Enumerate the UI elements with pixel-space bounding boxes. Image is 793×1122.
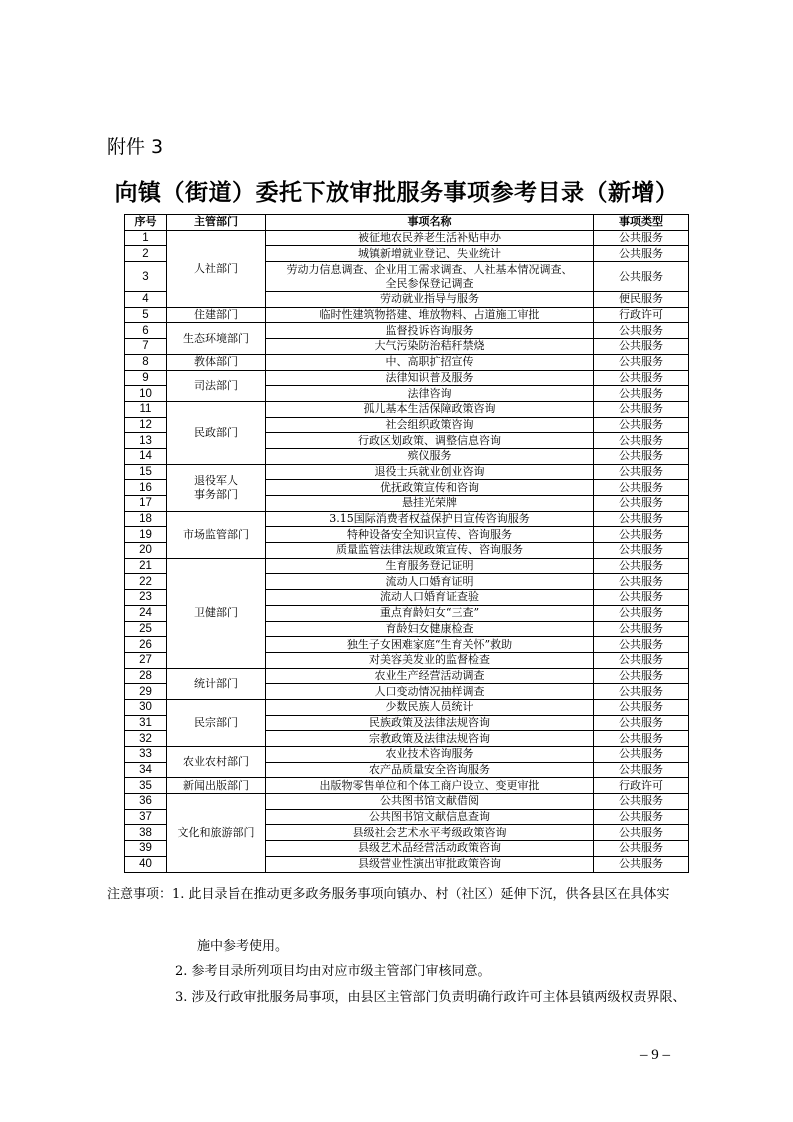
row-seq: 4 — [125, 292, 167, 308]
row-item-name: 县级艺术品经营活动政策咨询 — [266, 841, 594, 857]
row-item-name: 特种设备安全知识宣传、咨询服务 — [266, 527, 594, 543]
row-item-name: 监督投诉咨询服务 — [266, 323, 594, 339]
row-department: 教体部门 — [167, 354, 266, 370]
row-item-name: 退役士兵就业创业咨询 — [266, 464, 594, 480]
row-department: 退役军人 事务部门 — [167, 464, 266, 511]
row-item-type: 公共服务 — [594, 511, 689, 527]
row-seq: 36 — [125, 794, 167, 810]
table-row — [125, 747, 689, 763]
row-item-type: 公共服务 — [594, 637, 689, 653]
row-item-name: 对美容美发业的监督检查 — [266, 652, 594, 668]
row-seq: 6 — [125, 323, 167, 339]
row-item-name: 少数民族人员统计 — [266, 699, 594, 715]
row-item-name: 县级社会艺术水平考级政策咨询 — [266, 825, 594, 841]
row-seq: 33 — [125, 747, 167, 763]
row-department: 文化和旅游部门 — [167, 794, 266, 872]
row-item-type: 公共服务 — [594, 715, 689, 731]
row-department: 市场监管部门 — [167, 511, 266, 558]
note-3: 3. 涉及行政审批服务局事项，由县区主管部门负责明确行政许可主体县镇两级权责界限、 — [175, 990, 686, 1005]
row-seq: 37 — [125, 809, 167, 825]
row-item-name: 流动人口婚育证查验 — [266, 590, 594, 606]
row-item-name: 中、高职扩招宣传 — [266, 354, 594, 370]
row-seq: 26 — [125, 637, 167, 653]
header-department: 主管部门 — [167, 215, 266, 231]
row-department: 农业农村部门 — [167, 747, 266, 778]
row-seq: 20 — [125, 543, 167, 559]
row-item-name: 育龄妇女健康检查 — [266, 621, 594, 637]
row-item-name: 3.15国际消费者权益保护日宣传咨询服务 — [266, 511, 594, 527]
row-item-type: 公共服务 — [594, 246, 689, 262]
row-item-name: 被征地农民养老生活补贴申办 — [266, 230, 594, 246]
row-seq: 3 — [125, 262, 167, 292]
note-1-continuation: 施中参考使用。 — [197, 939, 289, 954]
row-seq: 38 — [125, 825, 167, 841]
row-item-name: 宗教政策及法律法规咨询 — [266, 731, 594, 747]
row-seq: 7 — [125, 339, 167, 355]
row-seq: 34 — [125, 762, 167, 778]
row-seq: 25 — [125, 621, 167, 637]
table-row — [125, 558, 689, 574]
row-item-name: 行政区划政策、调整信息咨询 — [266, 433, 594, 449]
table-row — [125, 230, 689, 246]
row-department: 新闻出版部门 — [167, 778, 266, 794]
row-department: 住建部门 — [167, 307, 266, 323]
row-seq: 5 — [125, 307, 167, 323]
row-item-name: 流动人口婚育证明 — [266, 574, 594, 590]
table-row — [125, 778, 689, 794]
page-number: – 9 – — [640, 1047, 670, 1063]
table-row — [125, 370, 689, 386]
row-seq: 23 — [125, 590, 167, 606]
table-row — [125, 511, 689, 527]
row-seq: 19 — [125, 527, 167, 543]
header-item-type: 事项类型 — [594, 215, 689, 231]
row-department: 生态环境部门 — [167, 323, 266, 354]
table-row — [125, 794, 689, 810]
row-item-name: 悬挂光荣牌 — [266, 496, 594, 512]
row-seq: 8 — [125, 354, 167, 370]
row-item-type: 行政许可 — [594, 307, 689, 323]
row-item-type: 公共服务 — [594, 262, 689, 292]
row-department: 人社部门 — [167, 230, 266, 307]
row-department: 民政部门 — [167, 401, 266, 464]
row-item-name: 法律咨询 — [266, 386, 594, 402]
row-department: 司法部门 — [167, 370, 266, 401]
row-seq: 31 — [125, 715, 167, 731]
table-row — [125, 401, 689, 417]
row-item-name: 出版物零售单位和个体工商户设立、变更审批 — [266, 778, 594, 794]
row-item-type: 公共服务 — [594, 558, 689, 574]
row-item-type: 公共服务 — [594, 370, 689, 386]
catalog-table — [124, 214, 689, 873]
row-item-type: 公共服务 — [594, 747, 689, 763]
row-item-type: 公共服务 — [594, 731, 689, 747]
row-item-name: 社会组织政策咨询 — [266, 417, 594, 433]
row-seq: 21 — [125, 558, 167, 574]
table-header-row — [125, 215, 689, 231]
row-item-type: 公共服务 — [594, 841, 689, 857]
table-row — [125, 354, 689, 370]
row-item-name: 质量监管法律法规政策宣传、咨询服务 — [266, 543, 594, 559]
row-seq: 12 — [125, 417, 167, 433]
table-row — [125, 699, 689, 715]
row-item-name: 大气污染防治秸秆禁烧 — [266, 339, 594, 355]
row-item-name: 孤儿基本生活保障政策咨询 — [266, 401, 594, 417]
row-item-type: 公共服务 — [594, 464, 689, 480]
row-seq: 30 — [125, 699, 167, 715]
row-item-type: 公共服务 — [594, 386, 689, 402]
row-item-type: 公共服务 — [594, 856, 689, 872]
row-item-name: 农业技术咨询服务 — [266, 747, 594, 763]
row-item-type: 公共服务 — [594, 323, 689, 339]
row-department: 民宗部门 — [167, 699, 266, 746]
row-item-name: 优抚政策宣传和咨询 — [266, 480, 594, 496]
row-item-name: 法律知识普及服务 — [266, 370, 594, 386]
row-item-type: 公共服务 — [594, 605, 689, 621]
row-item-name: 农产品质量安全咨询服务 — [266, 762, 594, 778]
attachment-label: 附件 3 — [107, 136, 164, 158]
row-item-type: 公共服务 — [594, 652, 689, 668]
row-item-type: 公共服务 — [594, 762, 689, 778]
row-item-name: 城镇新增就业登记、失业统计 — [266, 246, 594, 262]
row-item-type: 公共服务 — [594, 448, 689, 464]
row-item-type: 公共服务 — [594, 527, 689, 543]
row-item-type: 公共服务 — [594, 230, 689, 246]
row-item-type: 行政许可 — [594, 778, 689, 794]
row-item-type: 便民服务 — [594, 292, 689, 308]
row-item-name: 公共图书馆文献借阅 — [266, 794, 594, 810]
row-seq: 16 — [125, 480, 167, 496]
note-1-text: 注意事项：1. 此目录旨在推动更多政务服务事项向镇办、村（社区）延伸下沉，供各县区在具体实 — [107, 887, 670, 902]
row-item-name: 人口变动情况抽样调查 — [266, 684, 594, 700]
header-seq: 序号 — [125, 215, 167, 231]
row-seq: 9 — [125, 370, 167, 386]
row-seq: 2 — [125, 246, 167, 262]
row-item-type: 公共服务 — [594, 825, 689, 841]
row-item-type: 公共服务 — [594, 354, 689, 370]
row-item-type: 公共服务 — [594, 543, 689, 559]
row-seq: 15 — [125, 464, 167, 480]
row-seq: 18 — [125, 511, 167, 527]
row-item-type: 公共服务 — [594, 668, 689, 684]
row-item-type: 公共服务 — [594, 496, 689, 512]
row-seq: 22 — [125, 574, 167, 590]
row-seq: 39 — [125, 841, 167, 857]
row-seq: 29 — [125, 684, 167, 700]
row-item-name: 重点育龄妇女“三查” — [266, 605, 594, 621]
row-item-type: 公共服务 — [594, 417, 689, 433]
row-item-name: 农业生产经营活动调查 — [266, 668, 594, 684]
row-item-type: 公共服务 — [594, 699, 689, 715]
row-item-name: 县级营业性演出审批政策咨询 — [266, 856, 594, 872]
row-item-name: 殡仪服务 — [266, 448, 594, 464]
row-seq: 17 — [125, 496, 167, 512]
row-item-type: 公共服务 — [594, 480, 689, 496]
row-department: 卫健部门 — [167, 558, 266, 668]
row-item-name: 独生子女困难家庭“生育关怀”救助 — [266, 637, 594, 653]
row-seq: 40 — [125, 856, 167, 872]
row-seq: 32 — [125, 731, 167, 747]
row-item-type: 公共服务 — [594, 809, 689, 825]
row-department: 统计部门 — [167, 668, 266, 699]
row-seq: 35 — [125, 778, 167, 794]
row-seq: 13 — [125, 433, 167, 449]
row-seq: 10 — [125, 386, 167, 402]
header-item-name: 事项名称 — [266, 215, 594, 231]
row-item-type: 公共服务 — [594, 590, 689, 606]
table-row — [125, 464, 689, 480]
row-item-type: 公共服务 — [594, 684, 689, 700]
row-seq: 24 — [125, 605, 167, 621]
table-row — [125, 307, 689, 323]
row-seq: 28 — [125, 668, 167, 684]
row-seq: 14 — [125, 448, 167, 464]
row-item-type: 公共服务 — [594, 621, 689, 637]
table-row — [125, 668, 689, 684]
row-item-name: 劳动就业指导与服务 — [266, 292, 594, 308]
row-item-name: 生育服务登记证明 — [266, 558, 594, 574]
table-row — [125, 323, 689, 339]
row-item-type: 公共服务 — [594, 401, 689, 417]
note-2: 2. 参考目录所列项目均由对应市级主管部门审核同意。 — [175, 964, 491, 979]
row-item-name: 公共图书馆文献信息查询 — [266, 809, 594, 825]
row-item-type: 公共服务 — [594, 339, 689, 355]
row-item-type: 公共服务 — [594, 794, 689, 810]
row-item-type: 公共服务 — [594, 574, 689, 590]
row-item-name: 劳动力信息调查、企业用工需求调查、人社基本情况调查、全民参保登记调查 — [266, 262, 594, 292]
row-item-type: 公共服务 — [594, 433, 689, 449]
note-1 — [107, 882, 707, 908]
row-seq: 11 — [125, 401, 167, 417]
row-item-name: 民族政策及法律法规咨询 — [266, 715, 594, 731]
catalog-body — [125, 230, 689, 872]
document-title: 向镇（街道）委托下放审批服务事项参考目录（新增） — [114, 180, 679, 206]
row-item-name: 临时性建筑物搭建、堆放物料、占道施工审批 — [266, 307, 594, 323]
row-seq: 27 — [125, 652, 167, 668]
row-seq: 1 — [125, 230, 167, 246]
